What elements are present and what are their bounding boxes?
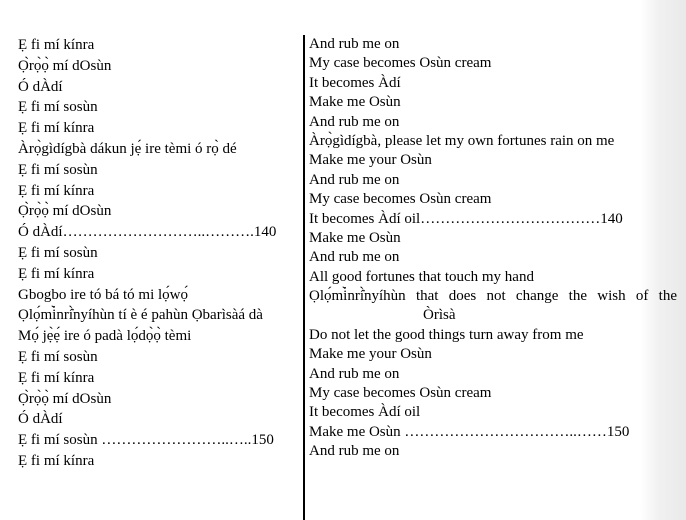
- english-line-continuation: Òrìsà: [423, 307, 456, 324]
- english-line: Do not let the good things turn away from me: [309, 326, 584, 343]
- english-line: Make me Osùn: [309, 229, 401, 246]
- yoruba-line: Ọlọ́mi̇̀nrí̇̀nyíhùn tí è é pahùn Ọbarìsàá dà: [18, 307, 263, 324]
- english-line: My case becomes Osùn cream: [309, 385, 492, 402]
- yoruba-line: Ẹ fi mí kínra: [18, 120, 95, 137]
- english-line: Àrọ̀gìdígbà, please let my own fortunes rain on me: [309, 132, 615, 149]
- english-line: And rub me on: [309, 36, 400, 52]
- english-line: And rub me on: [309, 365, 400, 382]
- english-line: My case becomes Osùn cream: [309, 191, 492, 208]
- yoruba-line: Ọ̀rọ̀ọ̀ mí dOsùn: [18, 390, 112, 407]
- yoruba-line: Ẹ fi mí sosùn ……………………..…..150: [18, 432, 274, 449]
- yoruba-line: Ọ̀rọ̀ọ̀ mí dOsùn: [18, 203, 112, 220]
- yoruba-line: Ẹ fi mí kínra: [18, 265, 95, 282]
- english-line: Make me Osùn: [309, 94, 401, 111]
- yoruba-line: Mọ́ jẹ̀ẹ́ ire ó padà lọ́dọ̀ọ̀ tèmi: [18, 328, 192, 345]
- english-line: Make me Osùn ……………………………..……150: [309, 423, 630, 440]
- english-line: Make me your Osùn: [309, 346, 432, 363]
- english-line: And rub me on: [309, 171, 400, 188]
- yoruba-line: Ọ̀rọ̀ọ̀ mí dOsùn: [18, 57, 112, 74]
- yoruba-line: Ẹ fi mí sosùn: [18, 348, 98, 365]
- english-line: And rub me on: [309, 249, 400, 266]
- yoruba-line: Ẹ fi mí sosùn: [18, 161, 98, 178]
- english-line: My case becomes Osùn cream: [309, 55, 492, 72]
- english-line: It becomes Àdí oil: [309, 404, 421, 421]
- yoruba-line: Ẹ fi mí kínra: [18, 452, 95, 469]
- english-line: It becomes Àdí: [309, 74, 401, 91]
- yoruba-line: Gbogbo ire tó bá tó mi lọ́wọ́: [18, 286, 188, 303]
- yoruba-line: Ẹ fi mí kínra: [18, 369, 95, 386]
- english-line: Ọlọ́mi̇̀nrí̇̀nyíhùn that does not change the wish of the: [309, 288, 677, 305]
- english-text-column: [309, 35, 679, 462]
- yoruba-line: Ó dÀdí: [18, 78, 63, 95]
- english-line: All good fortunes that touch my hand: [309, 268, 534, 285]
- yoruba-line: Ó dÀdí………………………..……….140: [18, 224, 277, 241]
- column-divider: [303, 35, 305, 520]
- english-line: It becomes Àdí oil………………………………140: [309, 210, 623, 227]
- yoruba-line: Ẹ fi mí kínra: [18, 37, 95, 53]
- yoruba-line: Ó dÀdí: [18, 411, 63, 428]
- english-line: And rub me on: [309, 113, 400, 130]
- yoruba-text-column: [18, 35, 300, 472]
- yoruba-line: Ẹ fi mí kínra: [18, 182, 95, 199]
- yoruba-line: Ẹ fi mí sosùn: [18, 244, 98, 261]
- english-line: And rub me on: [309, 443, 400, 460]
- english-line: Make me your Osùn: [309, 152, 432, 169]
- yoruba-line: Ẹ fi mí sosùn: [18, 99, 98, 116]
- yoruba-line: Àrọ̀gìdígbà dákun jẹ́ ire tèmi ó rọ̀ dé: [18, 140, 237, 157]
